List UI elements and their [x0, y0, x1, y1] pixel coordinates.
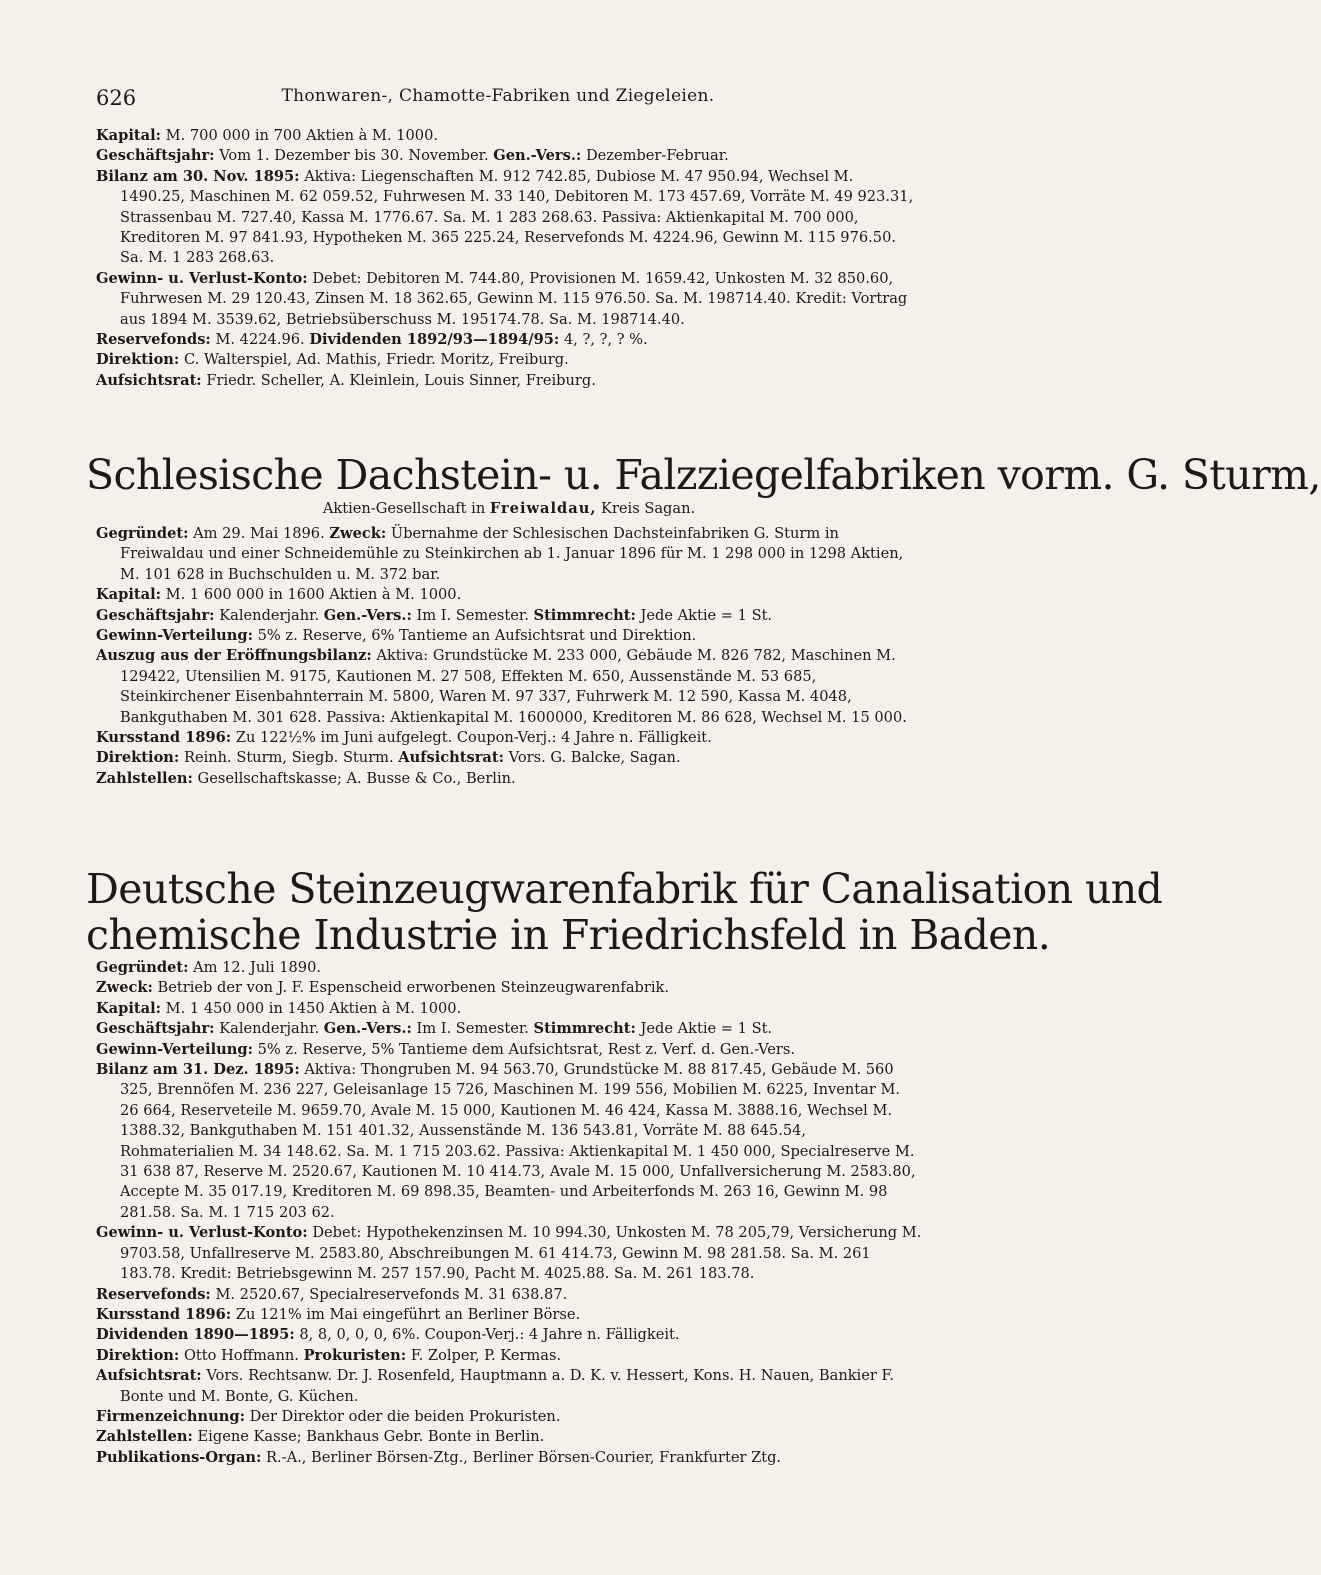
entry-kursstand — [96, 728, 922, 748]
company-entry-continued — [96, 126, 922, 391]
entry-key: Aufsichtsrat: — [96, 371, 202, 389]
entry-text: Übernahme der Schlesischen Dachsteinfabriken G. Sturm in Freiwaldau und einer Schneidemühle zu Steinkirchen ab 1. Januar 1896 für M. 1 298 000 in 1298 Aktien, M. 101 628 in Buchschulden u. M. 372 bar. — [120, 525, 904, 583]
entry-bilanz — [96, 1060, 922, 1223]
entry-key: Gewinn-Verteilung: — [96, 1040, 253, 1058]
entry-aufsichtsrat — [96, 1366, 922, 1407]
entry-geschaeftsjahr — [96, 606, 922, 626]
entry-key: Kursstand 1896: — [96, 729, 232, 747]
entry-key: Bilanz am 30. Nov. 1895: — [96, 167, 300, 185]
entry-text: Betrieb der von J. F. Espenscheid erworbenen Steinzeugwarenfabrik. — [157, 979, 669, 997]
entry-key: Kapital: — [96, 127, 162, 144]
entry-key: Firmenzeichnung: — [96, 1407, 245, 1425]
entry-text: Friedr. Scheller, A. Kleinlein, Louis Sinner, Freiburg. — [206, 371, 596, 389]
entry-text: Kalenderjahr. — [219, 1020, 320, 1038]
entry-text: 5% z. Reserve, 5% Tantieme dem Aufsichtsrat, Rest z. Verf. d. Gen.-Vers. — [257, 1040, 796, 1058]
company-subtitle — [96, 498, 922, 520]
entry-text: Der Direktor oder die beiden Prokuristen. — [249, 1407, 561, 1425]
entry-kapital — [96, 999, 922, 1019]
entry-text: M. 1 600 000 in 1600 Aktien à M. 1000. — [165, 586, 462, 604]
entry-text: Aktiva: Grundstücke M. 233 000, Gebäude M. 826 782, Maschinen M. 129422, Utensilien M. 9175, Kautionen M. 27 508, Effekten M. 650, Aussenstände M. 53 685, Steinkirchener Eisenbahnterrain M. 5800, Waren M. 97 337, Fuhrwerk M. 12 590, Kassa M. 4048, Bankguthaben M. 301 628. Passiva: Aktienkapital M. 1600000, Kreditoren M. 86 628, Wechsel M. 15 000. — [120, 647, 907, 726]
entry-key: Gen.-Vers.: — [323, 1020, 412, 1038]
entry-text: M. 1 450 000 in 1450 Aktien à M. 1000. — [165, 999, 462, 1017]
entry-key: Bilanz am 31. Dez. 1895: — [96, 1061, 300, 1079]
entry-zahlstellen — [96, 769, 922, 789]
page-header — [96, 86, 900, 110]
entry-text: 5% z. Reserve, 6% Tantieme an Aufsichtsrat und Direktion. — [257, 627, 697, 645]
entry-text: Zu 122½% im Juni aufgelegt. Coupon-Verj.: 4 Jahre n. Fälligkeit. — [235, 729, 712, 747]
entry-key: Aufsichtsrat: — [96, 1367, 202, 1385]
entry-key: Kapital: — [96, 999, 162, 1017]
subtitle-suffix: Kreis Sagan. — [601, 500, 696, 517]
entry-key: Gen.-Vers.: — [323, 606, 412, 624]
company-title-line-1: Deutsche Steinzeugwarenfabrik für Canalisation und — [86, 865, 1163, 913]
subtitle-place: Freiwaldau, — [489, 500, 597, 517]
entry-kapital — [96, 126, 922, 146]
entry-key: Kursstand 1896: — [96, 1305, 232, 1323]
entry-direktion — [96, 1346, 922, 1366]
company-title: Schlesische Dachstein- u. Falzziegelfabriken vorm. G. Sturm, — [86, 451, 1321, 499]
entry-key: Publikations-Organ: — [96, 1448, 262, 1466]
entry-text: Zu 121% im Mai eingeführt an Berliner Börse. — [235, 1305, 581, 1323]
entry-text: Vors. G. Balcke, Sagan. — [508, 749, 681, 767]
entry-key: Gegründet: — [96, 959, 189, 976]
entry-text: Gesellschaftskasse; A. Busse & Co., Berlin. — [197, 769, 516, 787]
company-entry-steinzeug — [86, 865, 1163, 1468]
entry-text: Kalenderjahr. — [219, 606, 320, 624]
entry-key: Direktion: — [96, 749, 180, 767]
entry-key: Geschäftsjahr: — [96, 1020, 215, 1038]
subtitle-prefix: Aktien-Gesellschaft in — [322, 500, 486, 517]
entry-key: Geschäftsjahr: — [96, 147, 215, 165]
entry-gewinn-verlust — [96, 1223, 922, 1284]
entry-text: 4, ?, ?, ? %. — [563, 331, 648, 349]
entry-bilanz — [96, 167, 922, 269]
entry-key: Stimmrecht: — [533, 1020, 636, 1038]
entry-key: Stimmrecht: — [533, 606, 636, 624]
entry-key: Zweck: — [96, 979, 153, 997]
company-entry-schlesische — [86, 451, 1321, 789]
entry-aufsichtsrat — [96, 371, 922, 391]
entry-key: Aufsichtsrat: — [398, 749, 504, 767]
entry-kursstand — [96, 1305, 922, 1325]
entry-gegruendet — [96, 958, 922, 978]
entry-key: Reservefonds: — [96, 331, 211, 349]
company-title-line-2: chemische Industrie in Friedrichsfeld in Baden. — [86, 911, 1051, 959]
entry-geschaeftsjahr — [96, 146, 922, 166]
entry-text: 8, 8, 0, 0, 0, 6%. Coupon-Verj.: 4 Jahre n. Fälligkeit. — [299, 1326, 680, 1344]
entry-key: Geschäftsjahr: — [96, 606, 215, 624]
page-number: 626 — [96, 86, 137, 110]
entry-firmenzeichnung — [96, 1407, 922, 1427]
entry-text: Aktiva: Liegenschaften M. 912 742.85, Dubiose M. 47 950.94, Wechsel M. 1490.25, Maschinen M. 62 059.52, Fuhrwesen M. 33 140, Debitoren M. 173 457.69, Vorräte M. 49 923.31, Strassenbau M. 727.40, Kassa M. 1776.67. Sa. M. 1 283 268.63. Passiva: Aktienkapital M. 700 000, Kreditoren M. 97 841.93, Hypotheken M. 365 225.24, Reservefonds M. 4224.96, Gewinn M. 115 976.50. Sa. M. 1 283 268.63. — [120, 167, 914, 267]
entry-text: Debet: Debitoren M. 744.80, Provisionen M. 1659.42, Unkosten M. 32 850.60, Fuhrwesen M. 29 120.43, Zinsen M. 18 362.65, Gewinn M. 115 976.50. Sa. M. 198714.40. Kredit: Vortrag aus 1894 M. 3539.62, Betriebsüberschuss M. 195174.78. Sa. M. 198714.40. — [120, 269, 908, 328]
entry-gewinn-verteilung — [96, 1040, 922, 1060]
entry-text: R.-A., Berliner Börsen-Ztg., Berliner Börsen-Courier, Frankfurter Ztg. — [266, 1448, 782, 1466]
entry-reservefonds — [96, 330, 922, 350]
entry-text: Otto Hoffmann. — [183, 1346, 299, 1364]
entry-key: Auszug aus der Eröffnungsbilanz: — [96, 647, 372, 665]
entry-text: Am 29. Mai 1896. — [193, 525, 325, 542]
entry-key: Zweck: — [329, 525, 387, 542]
entry-direktion — [96, 350, 922, 370]
entry-zahlstellen — [96, 1427, 922, 1447]
entry-direktion — [96, 748, 922, 768]
entry-key: Zahlstellen: — [96, 1428, 193, 1446]
entry-text: Im I. Semester. — [416, 606, 529, 624]
entry-key: Dividenden 1892/93—1894/95: — [309, 331, 560, 349]
entry-text: Aktiva: Thongruben M. 94 563.70, Grundstücke M. 88 817.45, Gebäude M. 560 325, Brennöfen M. 236 227, Geleisanlage 15 726, Maschinen M. 199 556, Mobilien M. 6225, Inventar M. 26 664, Reserveteile M. 9659.70, Avale M. 15 000, Kautionen M. 46 424, Kassa M. 3888.16, Wechsel M. 1388.32, Bankguthaben M. 151 401.32, Aussenstände M. 136 543.81, Vorräte M. 88 645.54, Rohmaterialien M. 34 148.62. Sa. M. 1 715 203.62. Passiva: Aktienkapital M. 1 450 000, Specialreserve M. 31 638 87, Reserve M. 2520.67, Kautionen M. 10 414.73, Avale M. 15 000, Unfallversicherung M. 2583.80, Accepte M. 35 017.19, Kreditoren M. 69 898.35, Beamten- und Arbeiterfonds M. 263 16, Gewinn M. 98 281.58. Sa. M. 1 715 203 62. — [120, 1061, 916, 1221]
entry-key: Gewinn- u. Verlust-Konto: — [96, 1224, 308, 1242]
entry-key: Direktion: — [96, 1346, 180, 1364]
entry-key: Prokuristen: — [303, 1346, 407, 1364]
entry-text: Jede Aktie = 1 St. — [640, 1020, 773, 1038]
entry-kapital — [96, 585, 922, 605]
entry-text: M. 4224.96. — [215, 331, 305, 349]
entry-key: Direktion: — [96, 351, 180, 369]
entry-gegruendet — [96, 524, 922, 585]
entry-text: M. 700 000 in 700 Aktien à M. 1000. — [165, 127, 439, 144]
entry-text: Dezember-Februar. — [585, 147, 729, 165]
entry-text: Vors. Rechtsanw. Dr. J. Rosenfeld, Hauptmann a. D. K. v. Hessert, Kons. H. Nauen, Bankier F. Bonte und M. Bonte, G. Küchen. — [120, 1367, 894, 1405]
entry-text: Debet: Hypothekenzinsen M. 10 994.30, Unkosten M. 78 205,79, Versicherung M. 9703.58, Unfallreserve M. 2583.80, Abschreibungen M. 61 414.73, Gewinn M. 98 281.58. Sa. M. 261 183.78. Kredit: Betriebsgewinn M. 257 157.90, Pacht M. 4025.88. Sa. M. 261 183.78. — [120, 1224, 922, 1283]
entry-text: Reinh. Sturm, Siegb. Sturm. — [183, 749, 394, 767]
entry-reservefonds — [96, 1285, 922, 1305]
entry-text: Jede Aktie = 1 St. — [640, 606, 773, 624]
entry-key: Zahlstellen: — [96, 769, 193, 787]
entry-eroeffnungsbilanz — [96, 646, 922, 728]
entry-text: Im I. Semester. — [416, 1020, 529, 1038]
entry-key: Gegründet: — [96, 525, 189, 542]
entry-publikationsorgan — [96, 1448, 922, 1468]
entry-text: C. Walterspiel, Ad. Mathis, Friedr. Moritz, Freiburg. — [183, 351, 569, 369]
entry-key: Reservefonds: — [96, 1285, 211, 1303]
entry-text: Eigene Kasse; Bankhaus Gebr. Bonte in Berlin. — [197, 1428, 545, 1446]
entry-text: F. Zolper, P. Kermas. — [410, 1346, 562, 1364]
entry-key: Gen.-Vers.: — [493, 147, 582, 165]
entry-gewinn-verteilung — [96, 626, 922, 646]
entry-key: Gewinn- u. Verlust-Konto: — [96, 269, 308, 287]
entry-key: Kapital: — [96, 586, 162, 604]
entry-text: M. 2520.67, Specialreservefonds M. 31 638.87. — [215, 1285, 568, 1303]
entry-text: Vom 1. Dezember bis 30. November. — [219, 147, 489, 165]
entry-text: Am 12. Juli 1890. — [193, 959, 321, 976]
entry-key: Dividenden 1890—1895: — [96, 1326, 295, 1344]
entry-gewinn-verlust — [96, 269, 922, 330]
entry-geschaeftsjahr — [96, 1019, 922, 1039]
entry-zweck — [96, 978, 922, 998]
running-head: Thonwaren-, Chamotte-Fabriken und Ziegeleien. — [281, 86, 715, 106]
entry-dividenden — [96, 1325, 922, 1345]
entry-key: Gewinn-Verteilung: — [96, 627, 253, 645]
